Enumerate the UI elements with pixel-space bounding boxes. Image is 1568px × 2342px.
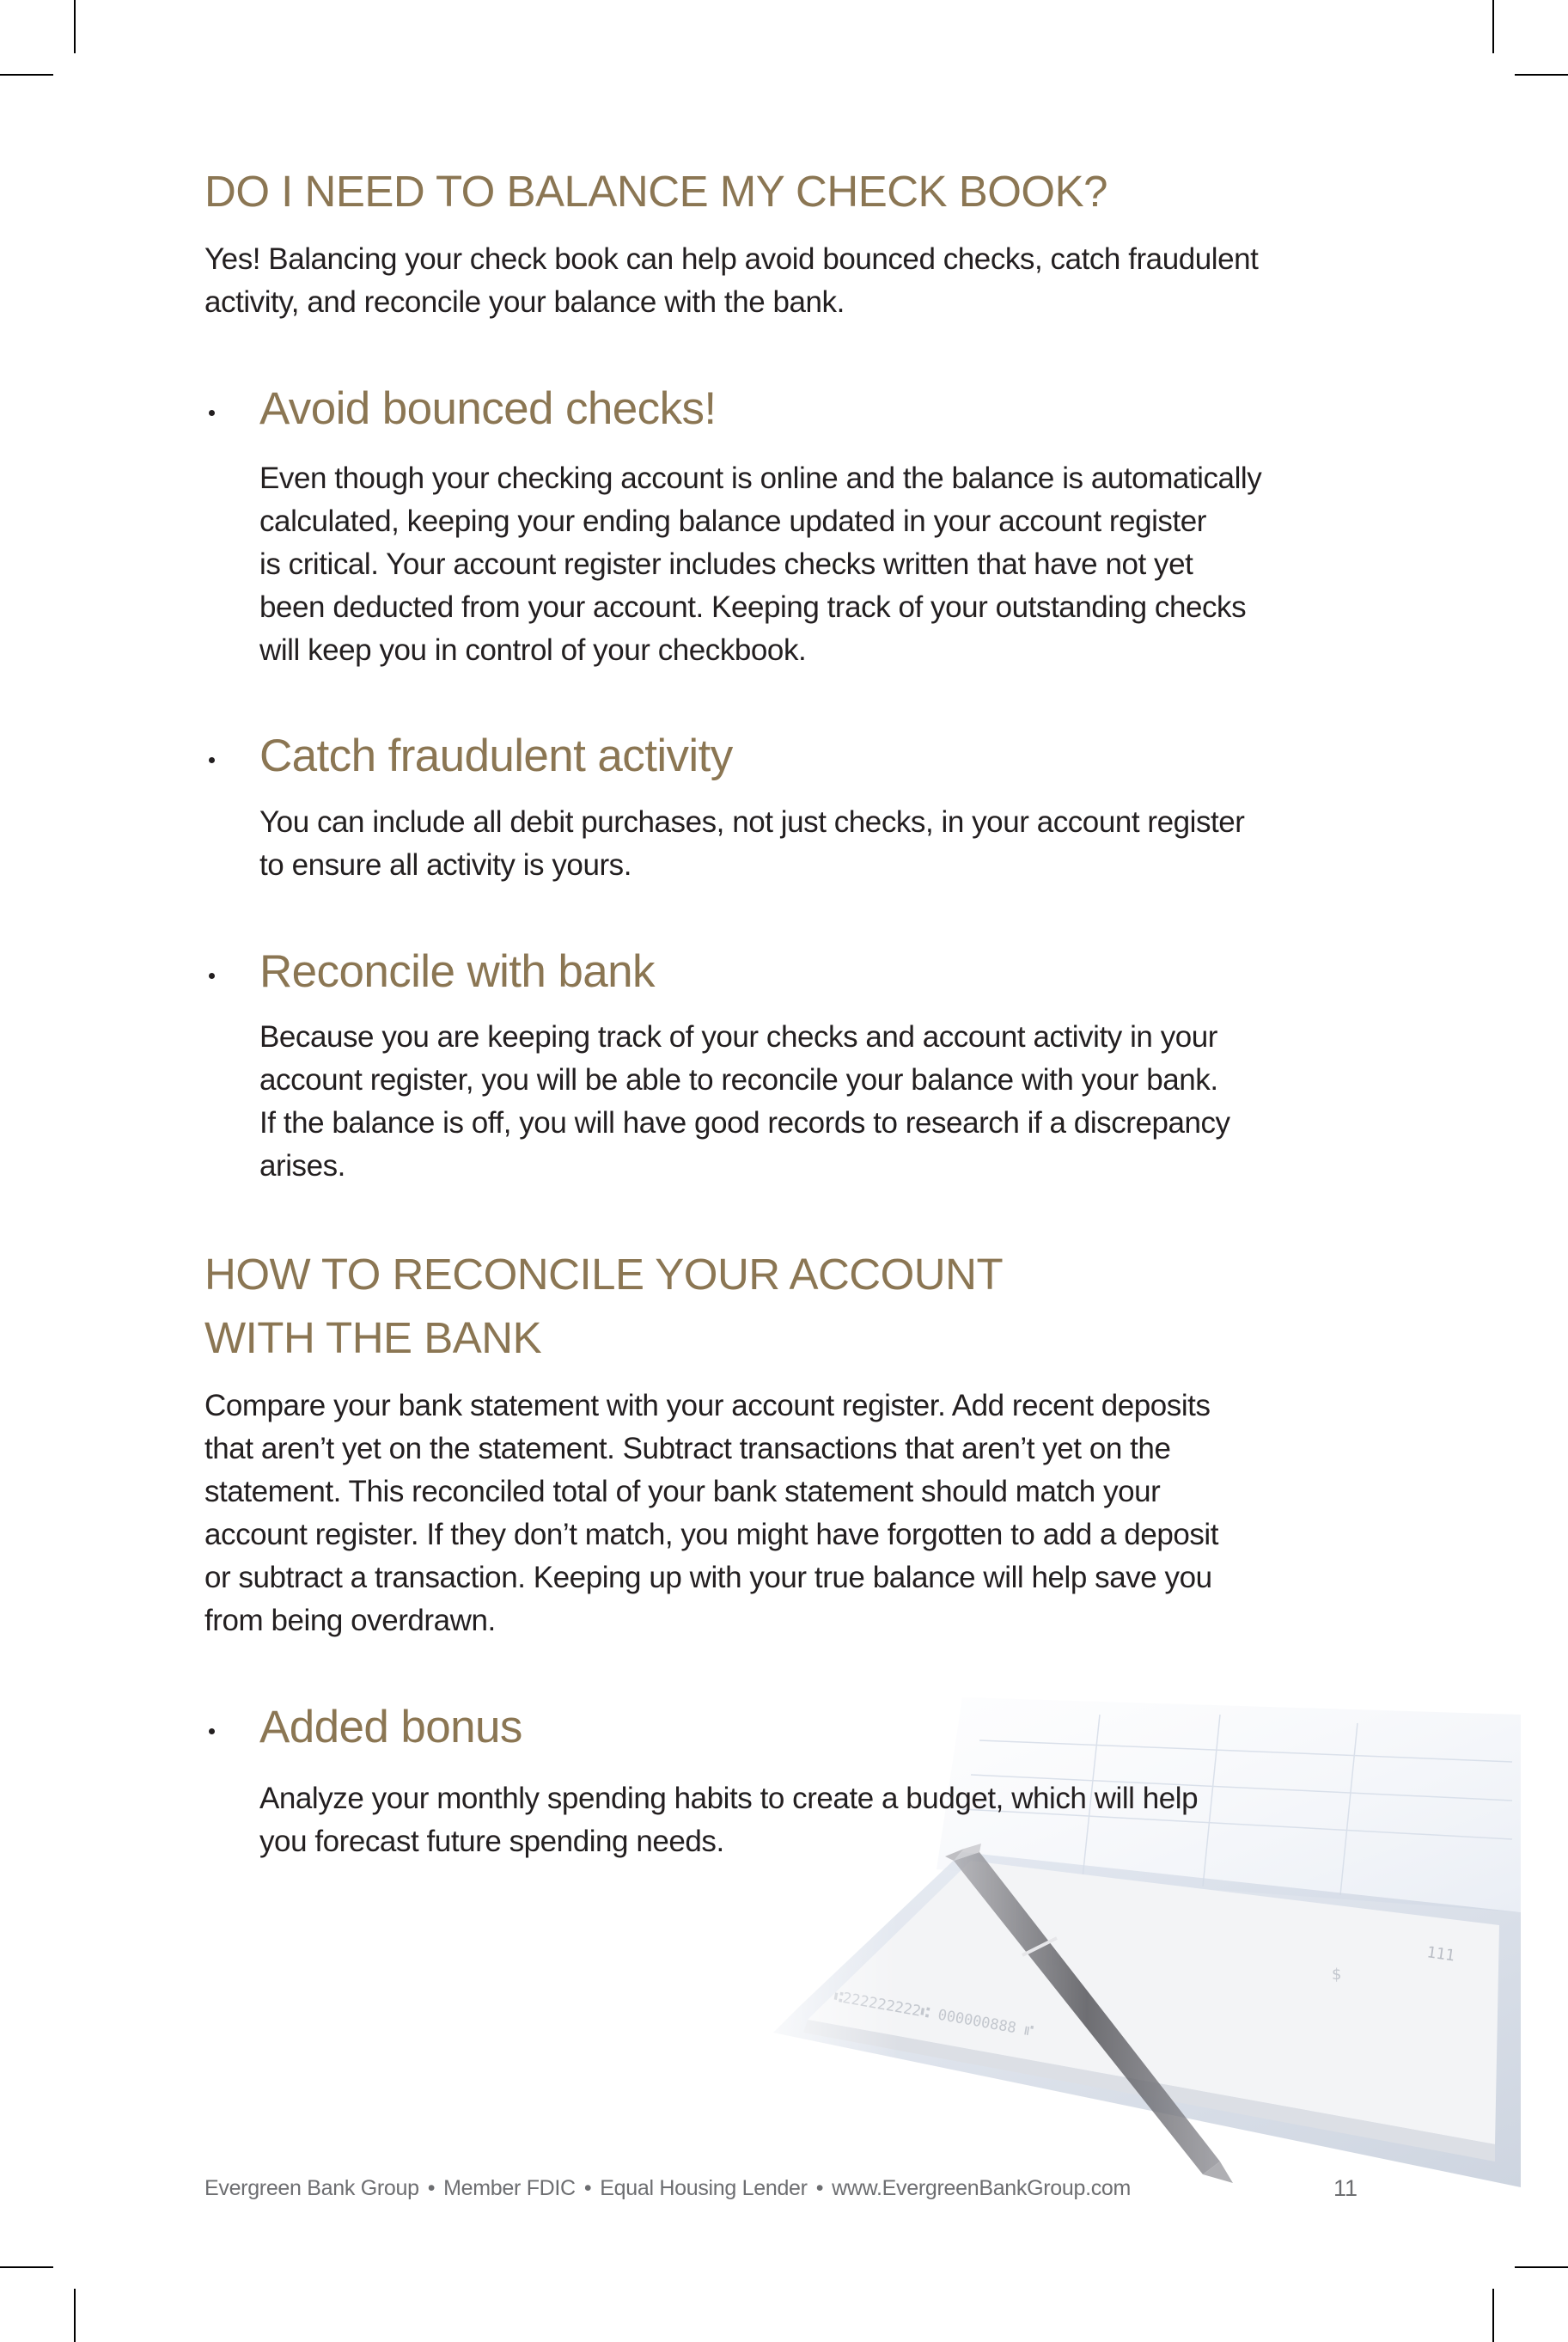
body-line: account register, you will be able to reconcile your balance with your bank. <box>259 1063 1218 1097</box>
intro-line: Compare your bank statement with your account register. Add recent deposits <box>204 1389 1211 1422</box>
bullet-heading-added-bonus: Added bonus <box>259 1702 522 1752</box>
body-line: You can include all debit purchases, not just checks, in your account register <box>259 805 1245 839</box>
body-line: If the balance is off, you will have good records to research if a discrepancy <box>259 1106 1230 1140</box>
footer-separator: • <box>583 2176 592 2200</box>
body-line: you forecast future spending needs. <box>259 1825 724 1858</box>
bullet-heading-avoid-bounced-checks: Avoid bounced checks! <box>259 383 717 434</box>
body-line: Analyze your monthly spending habits to create a budget, which will help <box>259 1782 1199 1815</box>
intro-line: that aren’t yet on the statement. Subtract transactions that aren’t yet on the <box>204 1432 1171 1465</box>
crop-mark-bottom-left-vertical <box>74 2289 76 2342</box>
body-line: Even though your checking account is online and the balance is automatically <box>259 462 1262 495</box>
intro-line: account register. If they don’t match, you might have forgotten to add a deposit <box>204 1518 1219 1551</box>
checkbook-illustration <box>739 1680 1538 2187</box>
crop-mark-top-right-vertical <box>1492 0 1494 53</box>
bullet-heading-catch-fraudulent-activity: Catch fraudulent activity <box>259 731 733 781</box>
intro-line: from being overdrawn. <box>204 1604 496 1637</box>
footer-member-fdic: Member FDIC <box>443 2176 576 2200</box>
bullet-icon <box>209 1728 215 1734</box>
body-line: Because you are keeping track of your checks and account activity in your <box>259 1020 1217 1054</box>
bullet-body-catch-fraudulent-activity <box>259 801 1245 887</box>
bullet-icon <box>209 973 215 979</box>
bullet-icon <box>209 410 215 416</box>
footer-separator: • <box>427 2176 436 2200</box>
section-title-line: HOW TO RECONCILE YOUR ACCOUNT <box>204 1250 1004 1299</box>
bullet-heading-reconcile-with-bank: Reconcile with bank <box>259 946 655 997</box>
bullet-icon <box>209 757 215 763</box>
bullet-body-reconcile-with-bank <box>259 1016 1230 1188</box>
crop-mark-top-left-vertical <box>74 0 76 53</box>
footer-website-link[interactable]: www.EvergreenBankGroup.com <box>832 2176 1132 2200</box>
body-line: arises. <box>259 1149 345 1183</box>
intro-line: activity, and reconcile your balance with the bank. <box>204 285 845 319</box>
footer-equal-housing: Equal Housing Lender <box>600 2176 808 2200</box>
body-line: is critical. Your account register includes checks written that have not yet <box>259 547 1193 581</box>
page-number: 11 <box>1333 2175 1358 2201</box>
body-line: to ensure all activity is yours. <box>259 848 631 882</box>
page-title: DO I NEED TO BALANCE MY CHECK BOOK? <box>204 167 1107 216</box>
crop-mark-bottom-left-horizontal <box>0 2266 53 2268</box>
crop-mark-top-left-horizontal <box>0 74 53 76</box>
intro-line: statement. This reconciled total of your bank statement should match your <box>204 1475 1161 1508</box>
intro-line: Yes! Balancing your check book can help avoid bounced checks, catch fraudulent <box>204 242 1259 276</box>
section1-intro <box>204 238 1258 324</box>
page-footer <box>204 2173 1131 2204</box>
section2-intro <box>204 1385 1218 1642</box>
body-line: will keep you in control of your checkbook. <box>259 633 807 667</box>
footer-bank-name: Evergreen Bank Group <box>204 2176 419 2200</box>
crop-mark-top-right-horizontal <box>1515 74 1568 76</box>
body-line: calculated, keeping your ending balance updated in your account register <box>259 504 1206 538</box>
bullet-body-avoid-bounced-checks <box>259 457 1261 672</box>
checkbook-pen-image <box>739 1680 1538 2187</box>
body-line: been deducted from your account. Keeping track of your outstanding checks <box>259 590 1247 624</box>
section-title-reconcile <box>204 1243 1003 1370</box>
section-title-line: WITH THE BANK <box>204 1313 542 1362</box>
intro-line: or subtract a transaction. Keeping up with your true balance will help save you <box>204 1561 1212 1594</box>
bullet-body-added-bonus <box>259 1777 1198 1863</box>
footer-separator: • <box>815 2176 824 2200</box>
crop-mark-bottom-right-horizontal <box>1515 2266 1568 2268</box>
crop-mark-bottom-right-vertical <box>1492 2289 1494 2342</box>
